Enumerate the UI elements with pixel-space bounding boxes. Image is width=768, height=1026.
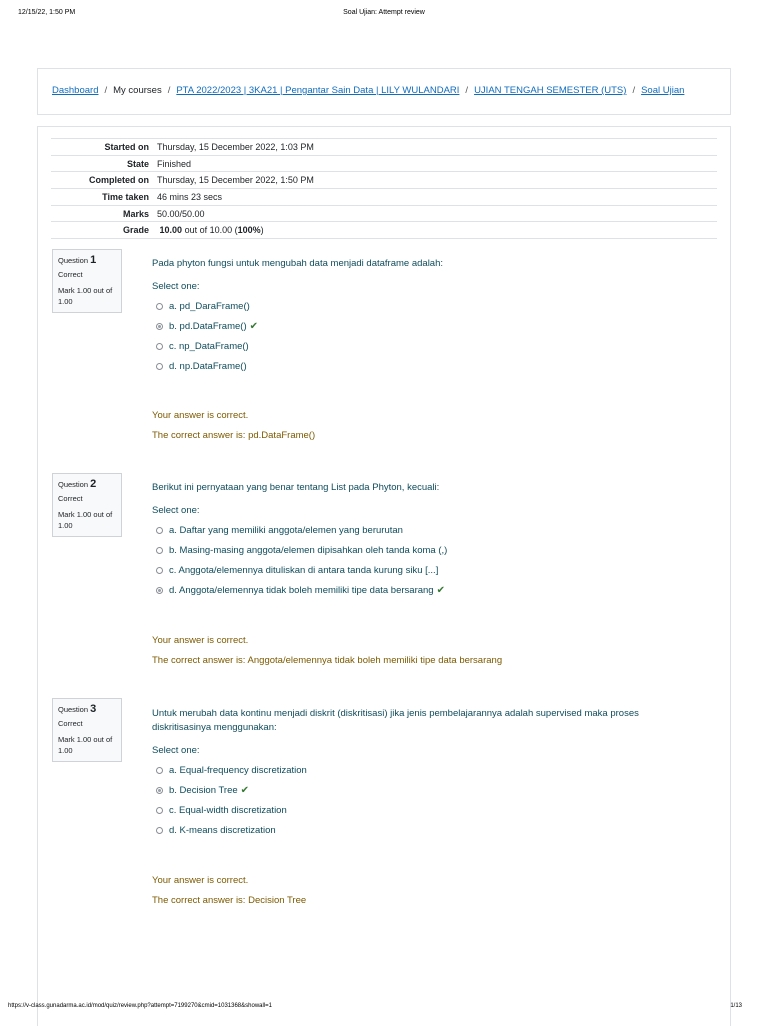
feedback-text: Your answer is correct.: [152, 635, 249, 646]
option-text: d. Anggota/elemennya tidak boleh memiliki tipe data bersarang: [169, 584, 434, 596]
grade-percent: 100%: [237, 225, 261, 236]
summary-row-time-taken: [51, 189, 717, 206]
summary-row-started: [51, 139, 717, 156]
question-state: Correct: [58, 719, 83, 728]
print-title: Soal Ujian: Attempt review: [343, 9, 425, 16]
answer-option[interactable]: [152, 336, 712, 356]
answer-option[interactable]: [152, 780, 712, 800]
question-label: Question: [58, 256, 89, 265]
question-number: 3: [90, 703, 97, 715]
question-info-1: [52, 249, 122, 313]
print-header: [0, 9, 768, 23]
attempt-summary-table: [51, 138, 717, 239]
question-text: Berikut ini pernyataan yang benar tentang List pada Phyton, kecuali:: [152, 482, 440, 493]
question-label: Question: [58, 705, 89, 714]
breadcrumb-dashboard-link[interactable]: Dashboard: [52, 85, 99, 96]
correct-answer-text: The correct answer is: Decision Tree: [152, 895, 307, 906]
question-mark: Mark 1.00 out of 1.00: [58, 510, 113, 530]
feedback-text: Your answer is correct.: [152, 875, 249, 886]
summary-label: Started on: [104, 141, 149, 152]
option-text: a. Equal-frequency discretization: [169, 764, 307, 776]
question-state: Correct: [58, 494, 83, 503]
correct-answer-text: The correct answer is: pd.DataFrame(): [152, 430, 316, 441]
question-mark: Mark 1.00 out of 1.00: [58, 286, 113, 306]
option-text: d. K-means discretization: [169, 824, 276, 836]
breadcrumb-separator: /: [104, 85, 108, 96]
answer-option[interactable]: [152, 540, 712, 560]
answer-option[interactable]: [152, 820, 712, 840]
select-one-label: Select one:: [152, 281, 200, 292]
radio-button[interactable]: [156, 567, 163, 574]
print-page-number: 1/13: [730, 1003, 742, 1009]
question-number: 2: [90, 478, 97, 490]
correct-answer-text: The correct answer is: Anggota/elemennya tidak boleh memiliki tipe data bersarang: [152, 655, 503, 666]
summary-label: Marks: [122, 208, 149, 219]
grade-score: 10.00: [159, 225, 183, 236]
breadcrumb-separator: /: [465, 85, 469, 96]
answer-option[interactable]: [152, 560, 712, 580]
question-feedback-1: [152, 409, 712, 449]
summary-value: Finished: [157, 158, 192, 169]
answer-option[interactable]: [152, 520, 712, 540]
summary-value: 50.00/50.00: [157, 208, 205, 219]
summary-row-grade: [51, 222, 717, 239]
answer-option[interactable]: [152, 356, 712, 376]
summary-row-state: [51, 155, 717, 172]
breadcrumb-separator: /: [632, 85, 636, 96]
select-one-label: Select one:: [152, 745, 200, 756]
option-text: b. pd.DataFrame(): [169, 320, 247, 332]
summary-value: Thursday, 15 December 2022, 1:50 PM: [157, 175, 314, 186]
option-text: b. Decision Tree: [169, 784, 238, 796]
question-body-1: [152, 257, 712, 376]
answer-options: [152, 520, 712, 600]
answer-option[interactable]: [152, 296, 712, 316]
radio-button[interactable]: [156, 527, 163, 534]
feedback-text: Your answer is correct.: [152, 410, 249, 421]
check-icon: ✔: [249, 320, 259, 332]
summary-row-completed: [51, 172, 717, 189]
answer-option[interactable]: [152, 316, 712, 336]
question-label: Question: [58, 480, 89, 489]
radio-button[interactable]: [156, 807, 163, 814]
question-feedback-2: [152, 634, 712, 674]
radio-button[interactable]: [156, 323, 163, 330]
grade-close: ): [260, 225, 264, 236]
option-text: b. Masing-masing anggota/elemen dipisahkan oleh tanda koma (,): [169, 544, 448, 556]
question-number: 1: [90, 254, 97, 266]
select-one-label: Select one:: [152, 505, 200, 516]
question-text: Pada phyton fungsi untuk mengubah data menjadi dataframe adalah:: [152, 258, 444, 269]
option-text: a. Daftar yang memiliki anggota/elemen yang berurutan: [169, 524, 403, 536]
question-state: Correct: [58, 270, 83, 279]
option-text: a. pd_DaraFrame(): [169, 300, 250, 312]
option-text: c. Anggota/elemennya dituliskan di antara tanda kurung siku [...]: [169, 564, 439, 576]
summary-label: Time taken: [102, 191, 149, 202]
question-mark: Mark 1.00 out of 1.00: [58, 735, 113, 755]
radio-button[interactable]: [156, 343, 163, 350]
print-url: https://v-class.gunadarma.ac.id/mod/quiz/review.php?attempt=7199270&cmid=1031368&showall=1: [8, 1003, 272, 1009]
summary-row-marks: [51, 205, 717, 222]
breadcrumb-course-link[interactable]: PTA 2022/2023 | 3KA21 | Pengantar Sain Data | LILY WULANDARI: [176, 85, 460, 96]
check-icon: ✔: [240, 784, 250, 796]
radio-button[interactable]: [156, 767, 163, 774]
question-body-2: [152, 481, 712, 600]
question-text: Untuk merubah data kontinu menjadi diskrit (diskritisasi) jika jenis pembelajarannya adalah supervised maka proses diskritisasinya menggunakan:: [152, 708, 639, 733]
radio-button[interactable]: [156, 787, 163, 794]
answer-option[interactable]: [152, 760, 712, 780]
grade-out-of: out of 10.00 (: [184, 225, 238, 236]
breadcrumb-my-courses: My courses: [113, 85, 162, 96]
summary-value: [157, 222, 717, 239]
radio-button[interactable]: [156, 303, 163, 310]
print-date: 12/15/22, 1:50 PM: [18, 9, 76, 16]
print-footer: [0, 1003, 768, 1015]
breadcrumb: [52, 85, 684, 96]
radio-button[interactable]: [156, 363, 163, 370]
radio-button[interactable]: [156, 827, 163, 834]
summary-value: Thursday, 15 December 2022, 1:03 PM: [157, 141, 314, 152]
option-text: c. np_DataFrame(): [169, 340, 249, 352]
summary-label: Completed on: [89, 175, 149, 186]
breadcrumb-container: [37, 68, 731, 115]
question-body-3: [152, 707, 712, 840]
summary-label: State: [126, 158, 149, 169]
option-text: d. np.DataFrame(): [169, 360, 247, 372]
breadcrumb-separator: /: [167, 85, 171, 96]
answer-options: [152, 760, 712, 840]
answer-option[interactable]: [152, 580, 712, 600]
question-feedback-3: [152, 874, 712, 914]
radio-button[interactable]: [156, 547, 163, 554]
answer-option[interactable]: [152, 800, 712, 820]
question-info-3: [52, 698, 122, 762]
radio-button[interactable]: [156, 587, 163, 594]
breadcrumb-quiz-link[interactable]: Soal Ujian: [641, 85, 685, 96]
question-info-2: [52, 473, 122, 537]
check-icon: ✔: [436, 584, 445, 596]
summary-label: Grade: [122, 225, 149, 236]
answer-options: [152, 296, 712, 376]
option-text: c. Equal-width discretization: [169, 804, 287, 816]
breadcrumb-uts-link[interactable]: UJIAN TENGAH SEMESTER (UTS): [474, 85, 627, 96]
summary-value: 46 mins 23 secs: [157, 191, 223, 202]
